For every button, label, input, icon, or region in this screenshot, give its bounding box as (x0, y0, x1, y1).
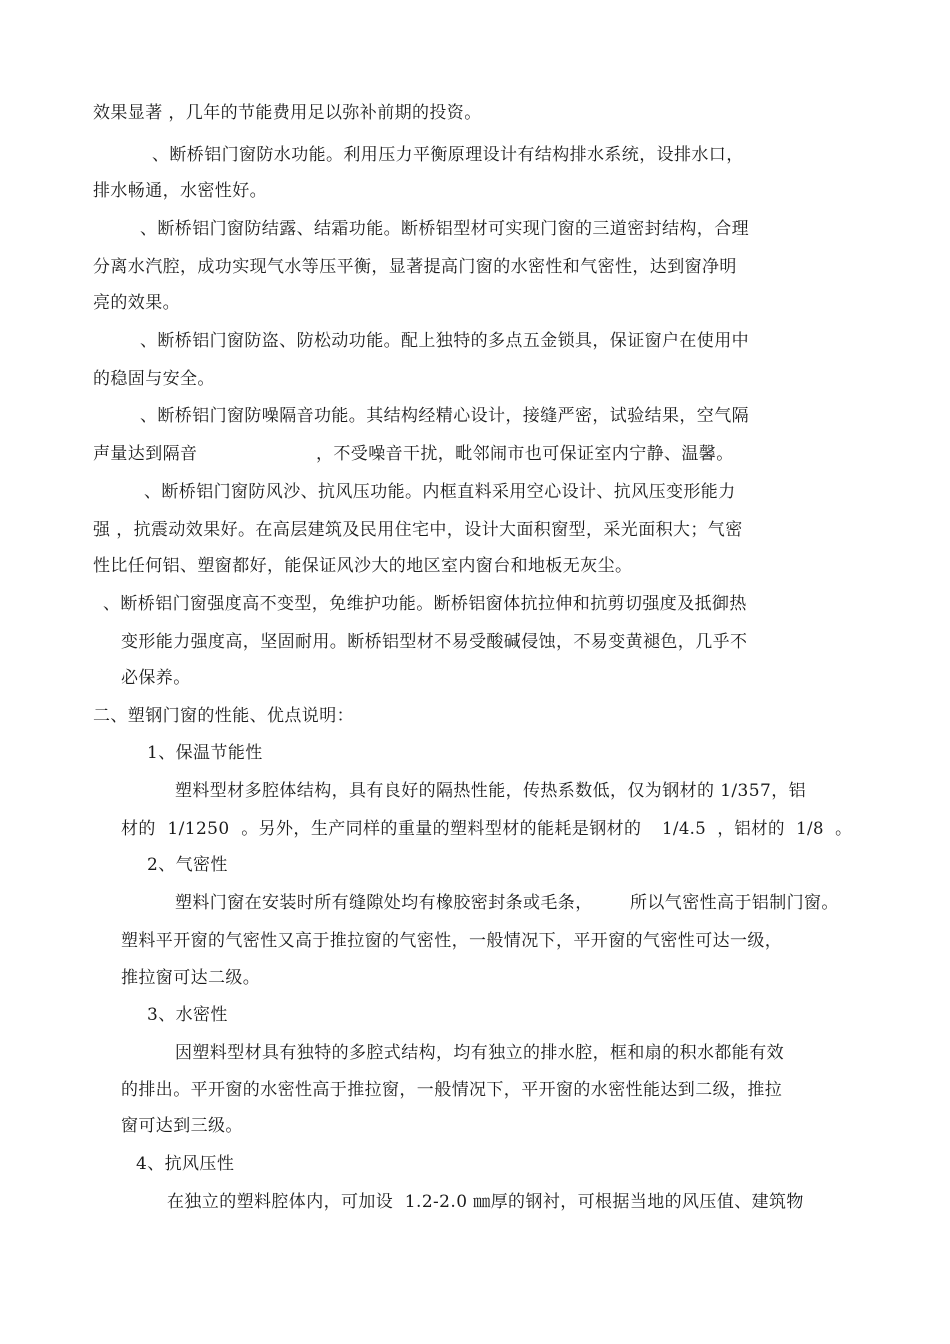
text-line: 塑料平开窗的气密性又高于推拉窗的气密性，一般情况下，平开窗的气密性可达一级， (121, 931, 783, 951)
text-line: 1/4.5 ，铝材的 1/8 。 (662, 819, 852, 839)
text-line: 推拉窗可达二级。 (121, 968, 261, 988)
text-line: 、断桥铝门窗防风沙、抗风压功能。内框直料采用空心设计、抗风压变形能力 (144, 482, 736, 502)
text-line: 塑料门窗在安装时所有缝隙处均有橡胶密封条或毛条， (175, 893, 593, 913)
text-line: 、断桥铝门窗防噪隔音功能。其结构经精心设计，接缝严密，试验结果，空气隔 (140, 406, 749, 426)
subsection-heading: 2、气密性 (147, 855, 228, 875)
text-line: 性比任何铝、塑窗都好，能保证风沙大的地区室内窗台和地板无灰尘。 (93, 556, 633, 576)
subsection-heading: 1、保温节能性 (147, 743, 263, 763)
text-line: 、断桥铝门窗防结露、结霜功能。断桥铝型材可实现门窗的三道密封结构，合理 (140, 219, 749, 239)
text-line: 声量达到隔音 (93, 444, 198, 464)
subsection-heading: 4、抗风压性 (136, 1154, 235, 1174)
text-line: 在独立的塑料腔体内，可加设 1.2-2.0 ㎜厚的钢衬，可根据当地的风压值、建筑物 (167, 1192, 804, 1212)
text-line: 效果显著 ，几年的节能费用足以弥补前期的投资。 (93, 103, 482, 123)
text-line: 材的 1/1250 。另外，生产同样的重量的塑料型材的能耗是钢材的 (121, 819, 642, 839)
text-line: 排水畅通，水密性好。 (93, 181, 267, 201)
text-line: 、断桥铝门窗防水功能。利用压力平衡原理设计有结构排水系统，设排水口， (152, 145, 744, 165)
text-line: 因塑料型材具有独特的多腔式结构，均有独立的排水腔，框和扇的积水都能有效 (175, 1043, 784, 1063)
text-line: 必保养。 (121, 668, 191, 688)
subsection-heading: 3、水密性 (147, 1005, 228, 1025)
section-heading: 二、塑钢门窗的性能、优点说明： (93, 706, 354, 726)
text-line: 亮的效果。 (93, 293, 180, 313)
text-line: 所以气密性高于铝制门窗。 (630, 893, 839, 913)
text-line: 变形能力强度高，坚固耐用。断桥铝型材不易受酸碱侵蚀，不易变黄褪色，几乎不 (121, 632, 748, 652)
text-line: 、断桥铝门窗强度高不变型，免维护功能。断桥铝窗体抗拉伸和抗剪切强度及抵御热 (103, 594, 747, 614)
text-line: 强 ，抗震动效果好。在高层建筑及民用住宅中，设计大面积窗型，采光面积大；气密 (93, 520, 743, 540)
text-line: 的稳固与安全。 (93, 369, 215, 389)
text-line: ，不受噪音干扰，毗邻闹市也可保证室内宁静、温馨。 (316, 444, 734, 464)
text-line: 、断桥铝门窗防盗、防松动功能。配上独特的多点五金锁具，保证窗户在使用中 (140, 331, 749, 351)
text-line: 分离水汽腔，成功实现气水等压平衡，显著提高门窗的水密性和气密性，达到窗净明 (93, 257, 737, 277)
text-line: 窗可达到三级。 (121, 1116, 243, 1136)
text-line: 的排出。平开窗的水密性高于推拉窗，一般情况下，平开窗的水密性能达到二级，推拉 (121, 1080, 783, 1100)
text-line: 塑料型材多腔体结构，具有良好的隔热性能，传热系数低，仅为钢材的 1/357，铝 (175, 781, 806, 801)
